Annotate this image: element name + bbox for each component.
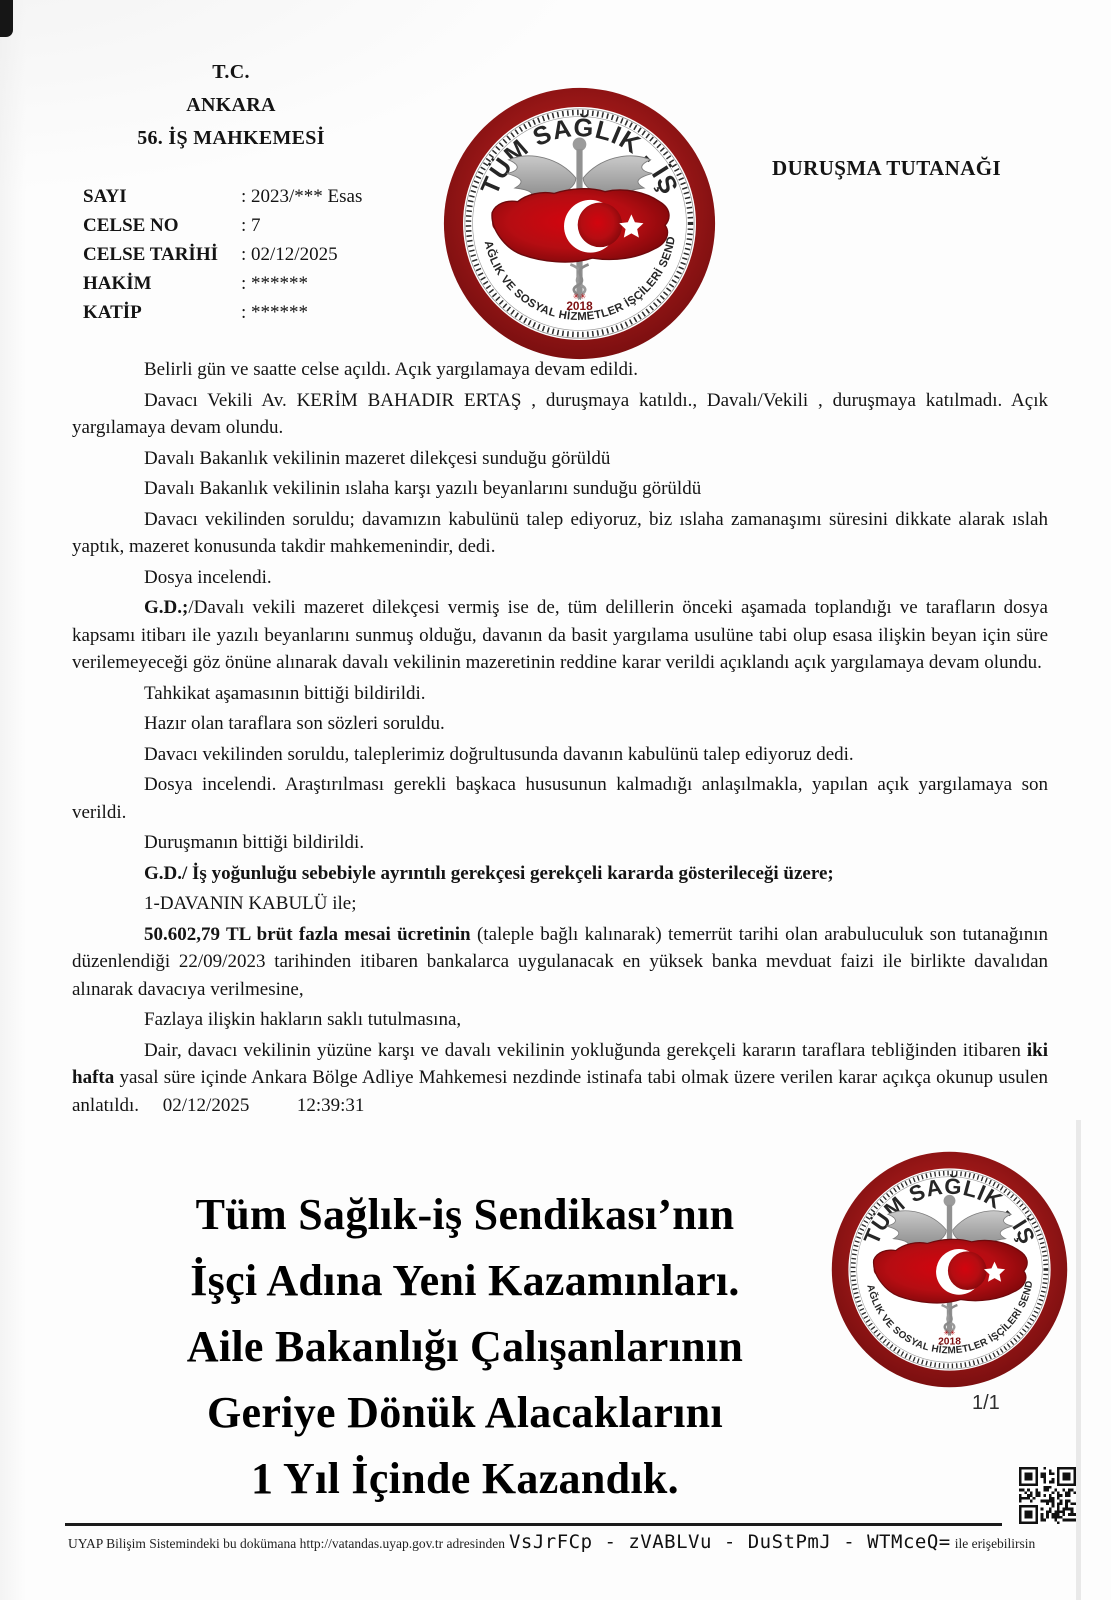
document-body <box>72 356 1048 1122</box>
body-paragraph <box>72 921 1048 1004</box>
headline-line: Geriye Dönük Alacaklarını <box>207 1388 723 1437</box>
body-paragraph <box>72 387 1048 442</box>
document-title: DURUŞMA TUTANAĞI <box>772 156 1002 180</box>
text-run: (taleple bağlı kalınarak) temerrüt tarihi olan arabuluculuk son tutanağının düzenlendiği 22/09/2023 tarihinden itibaren bankalarca uygulanacak en yüksek banka mevduat faizi ile birlikte davalıdan alınarak davacıya verilmesine, <box>72 923 1048 1000</box>
scan-artifact-mark <box>0 0 13 37</box>
body-paragraph <box>72 771 1048 826</box>
body-paragraph <box>72 1006 1048 1034</box>
case-field-value: : 7 <box>241 215 261 236</box>
case-field-row <box>83 240 443 269</box>
case-field-value: : 2023/*** Esas <box>241 186 363 207</box>
text-run: Davacı vekilinden soruldu, taleplerimiz doğrultusunda davanın kabulünü talep ediyoruz dedi. <box>144 743 854 765</box>
text-run: Hazır olan taraflara son sözleri soruldu. <box>144 713 445 734</box>
body-paragraph <box>72 564 1048 592</box>
headline-line: İşçi Adına Yeni Kazamınları. <box>190 1256 740 1305</box>
footer <box>68 1531 1058 1553</box>
text-run: Fazlaya ilişkin hakların saklı tutulmasına, <box>144 1009 462 1030</box>
body-paragraph <box>72 710 1048 738</box>
text-run: /Davalı vekili mazeret dilekçesi vermiş ise de, tüm delillerin önceki aşamada toplandığı ve tarafların dosya kapsamı itibarı ile yazılı beyanlarını sunmuş olduğu, davanın da basit yargılama usulüne tabi olup esasa ilişkin beyan için süre verilemeyeceği göz önüne alınarak davalı vekilinin mazeretinin reddine karar verildi açıklandı açık yargılamaya devam olundu. <box>72 597 1048 673</box>
text-run: Davalı Bakanlık vekilinin ıslaha karşı yazılı beyanlarını sunduğu görüldü <box>144 478 702 499</box>
case-field-value: : ****** <box>241 302 309 323</box>
text-run: Davalı Bakanlık vekilinin mazeret dilekçesi sunduğu görüldü <box>144 447 611 469</box>
case-field-value: : ****** <box>241 273 309 294</box>
text-run: Duruşmanın bittiği bildirildi. <box>144 832 365 853</box>
case-field-label: KATİP <box>83 302 142 323</box>
body-paragraph <box>72 741 1048 769</box>
court-city: ANKARA <box>186 94 276 116</box>
footer-access-code: VsJrFCp - zVABLVu - DuStPmJ - WTMceQ= <box>508 1531 951 1553</box>
body-paragraph <box>72 680 1048 708</box>
case-field-row <box>83 211 443 240</box>
footer-divider <box>65 1523 1002 1526</box>
union-seal-bottom <box>831 1151 1068 1388</box>
bold-text-run: 50.602,79 TL brüt fazla mesai ücretinin <box>144 923 477 945</box>
case-field-label: CELSE TARİHİ <box>83 244 218 265</box>
bold-text-run: G.D.; <box>144 597 189 618</box>
text-run: Tahkikat aşamasının bittiği bildirildi. <box>144 682 426 704</box>
text-run: Dosya incelendi. Araştırılması gerekli başkaca hususunun kalmadığı anlaşılmakla, yapılan açık yargılamaya son verildi. <box>72 774 1048 823</box>
body-paragraph <box>72 1037 1048 1120</box>
qr-code-icon <box>1019 1467 1076 1524</box>
bold-text-run: G.D./ İş yoğunluğu sebebiyle ayrıntılı gerekçesi gerekçeli kararda gösterileceği üzere; <box>144 862 834 884</box>
text-run: yasal süre içinde Ankara Bölge Adliye Mahkemesi nezdinde istinafa tabi olmak üzere verilen karar açıkça okunup usulen anlatıldı. 02/12/2025 12:39:31 <box>72 1067 1048 1116</box>
case-field-row <box>83 298 443 327</box>
body-paragraph <box>72 475 1048 503</box>
body-paragraph <box>72 506 1048 561</box>
headline-line: Aile Bakanlığı Çalışanlarının <box>186 1322 744 1371</box>
announcement-headline <box>105 1182 825 1512</box>
case-field-row <box>83 182 443 211</box>
text-run: Davacı Vekili Av. KERİM BAHADIR ERTAŞ , duruşmaya katıldı., Davalı/Vekili , duruşmaya katılmadı. Açık yargılamaya devam olundu. <box>72 389 1048 438</box>
union-seal-top <box>443 87 716 360</box>
scan-edge-shadow <box>1076 1120 1081 1600</box>
text-run: 1-DAVANIN KABULÜ ile; <box>144 893 357 914</box>
body-paragraph <box>72 594 1048 677</box>
headline-line: 1 Yıl İçinde Kazandık. <box>251 1454 679 1503</box>
body-paragraph <box>72 860 1048 888</box>
body-paragraph <box>72 829 1048 857</box>
court-country: T.C. <box>212 61 250 83</box>
case-field-row <box>83 269 443 298</box>
case-field-value: : 02/12/2025 <box>241 244 338 265</box>
text-run: Davacı vekilinden soruldu; davamızın kabulünü talep ediyoruz, biz ıslaha zamanaşımı süresini dikkate alarak ıslah yaptık, mazeret konusunda takdir mahkemenindir, dedi. <box>72 508 1048 557</box>
text-run: Belirli gün ve saatte celse açıldı. Açık yargılamaya devam edildi. <box>144 359 639 380</box>
body-paragraph <box>72 356 1048 384</box>
bold-text-run: iki hafta <box>72 1039 1048 1088</box>
body-paragraph <box>72 445 1048 473</box>
court-header <box>88 56 374 155</box>
text-run: Dair, davacı vekilinin yüzüne karşı ve davalı vekilinin yokluğunda gerekçeli kararın taraflara tebliğinden itibaren <box>144 1039 1027 1061</box>
case-field-label: SAYI <box>83 186 127 207</box>
case-field-label: HAKİM <box>83 273 152 294</box>
footer-suffix: ile erişebilirsin <box>954 1536 1036 1551</box>
body-paragraph <box>72 890 1048 918</box>
page-number: 1/1 <box>972 1392 1000 1414</box>
text-run: Dosya incelendi. <box>144 566 272 588</box>
headline-line: Tüm Sağlık-iş Sendikası’nın <box>195 1190 735 1239</box>
case-fields <box>83 182 443 327</box>
court-name: 56. İŞ MAHKEMESİ <box>137 127 325 149</box>
case-field-label: CELSE NO <box>83 215 179 236</box>
footer-prefix: UYAP Bilişim Sistemindeki bu dokümana http://vatandas.uyap.gov.tr adresinden <box>68 1536 505 1551</box>
